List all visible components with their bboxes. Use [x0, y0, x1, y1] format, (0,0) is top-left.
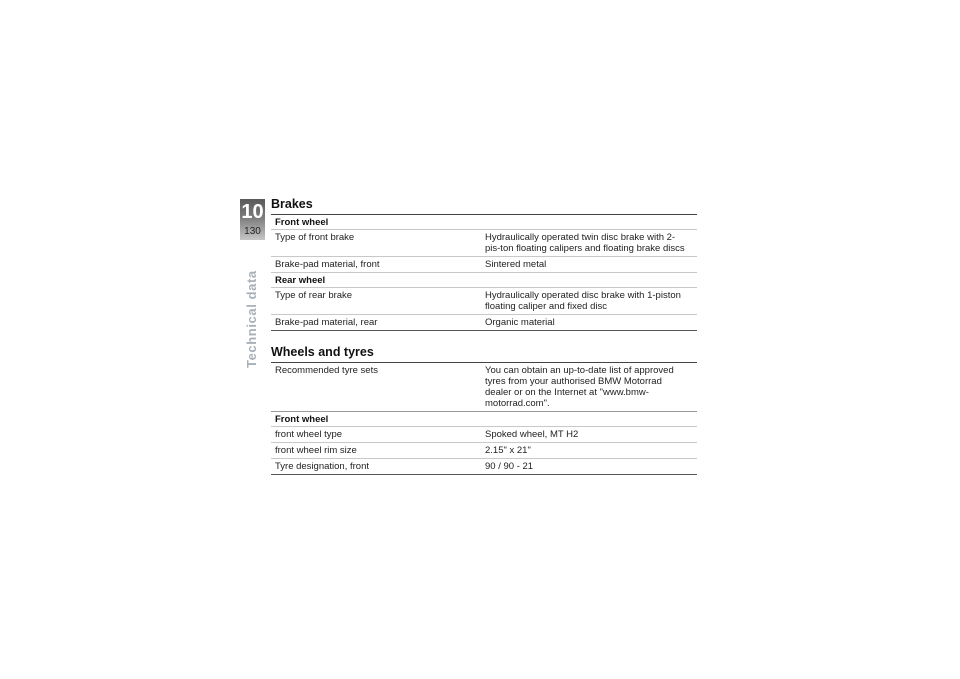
row-value: Organic material	[485, 317, 555, 328]
row-value: Hydraulically operated twin disc brake with 2-pis-ton floating calipers and floating brake discs	[485, 232, 685, 254]
row-label: front wheel rim size	[275, 445, 357, 456]
row-value: 2.15" x 21"	[485, 445, 531, 456]
group-header-rear-wheel: Rear wheel	[271, 273, 697, 288]
row-value: Sintered metal	[485, 259, 547, 270]
group-header-front-wheel-tyres: Front wheel	[271, 412, 697, 427]
row-label: Recommended tyre sets	[275, 365, 378, 376]
content-area	[271, 196, 697, 475]
row-value: Spoked wheel, MT H2	[485, 429, 579, 440]
row-label: front wheel type	[275, 429, 343, 440]
page-number: 130	[244, 226, 261, 237]
row-label: Brake-pad material, rear	[275, 317, 378, 328]
table-row	[271, 315, 697, 331]
row-label: Tyre designation, front	[275, 461, 369, 472]
table-row	[271, 427, 697, 443]
row-value: 90 / 90 - 21	[485, 461, 534, 472]
section-heading-brakes: Brakes	[271, 196, 697, 215]
row-label: Type of rear brake	[275, 290, 353, 301]
table-row	[271, 288, 697, 315]
row-value: You can obtain an up-to-date list of approved tyres from your authorised BMW Motorrad dealer or on the Internet at "www.bmw-motorrad.com".	[485, 365, 674, 409]
table-row	[271, 230, 697, 257]
table-row	[271, 363, 697, 412]
row-label: Brake-pad material, front	[275, 259, 380, 270]
row-label: Type of front brake	[275, 232, 355, 243]
table-row	[271, 459, 697, 475]
chapter-side-title: Technical data	[244, 270, 259, 368]
group-header-front-wheel: Front wheel	[271, 215, 697, 230]
chapter-number: 10	[241, 201, 264, 223]
section-heading-wheels: Wheels and tyres	[271, 344, 697, 363]
table-row	[271, 443, 697, 459]
row-value: Hydraulically operated disc brake with 1-piston floating caliper and fixed disc	[485, 290, 681, 312]
table-row	[271, 257, 697, 273]
